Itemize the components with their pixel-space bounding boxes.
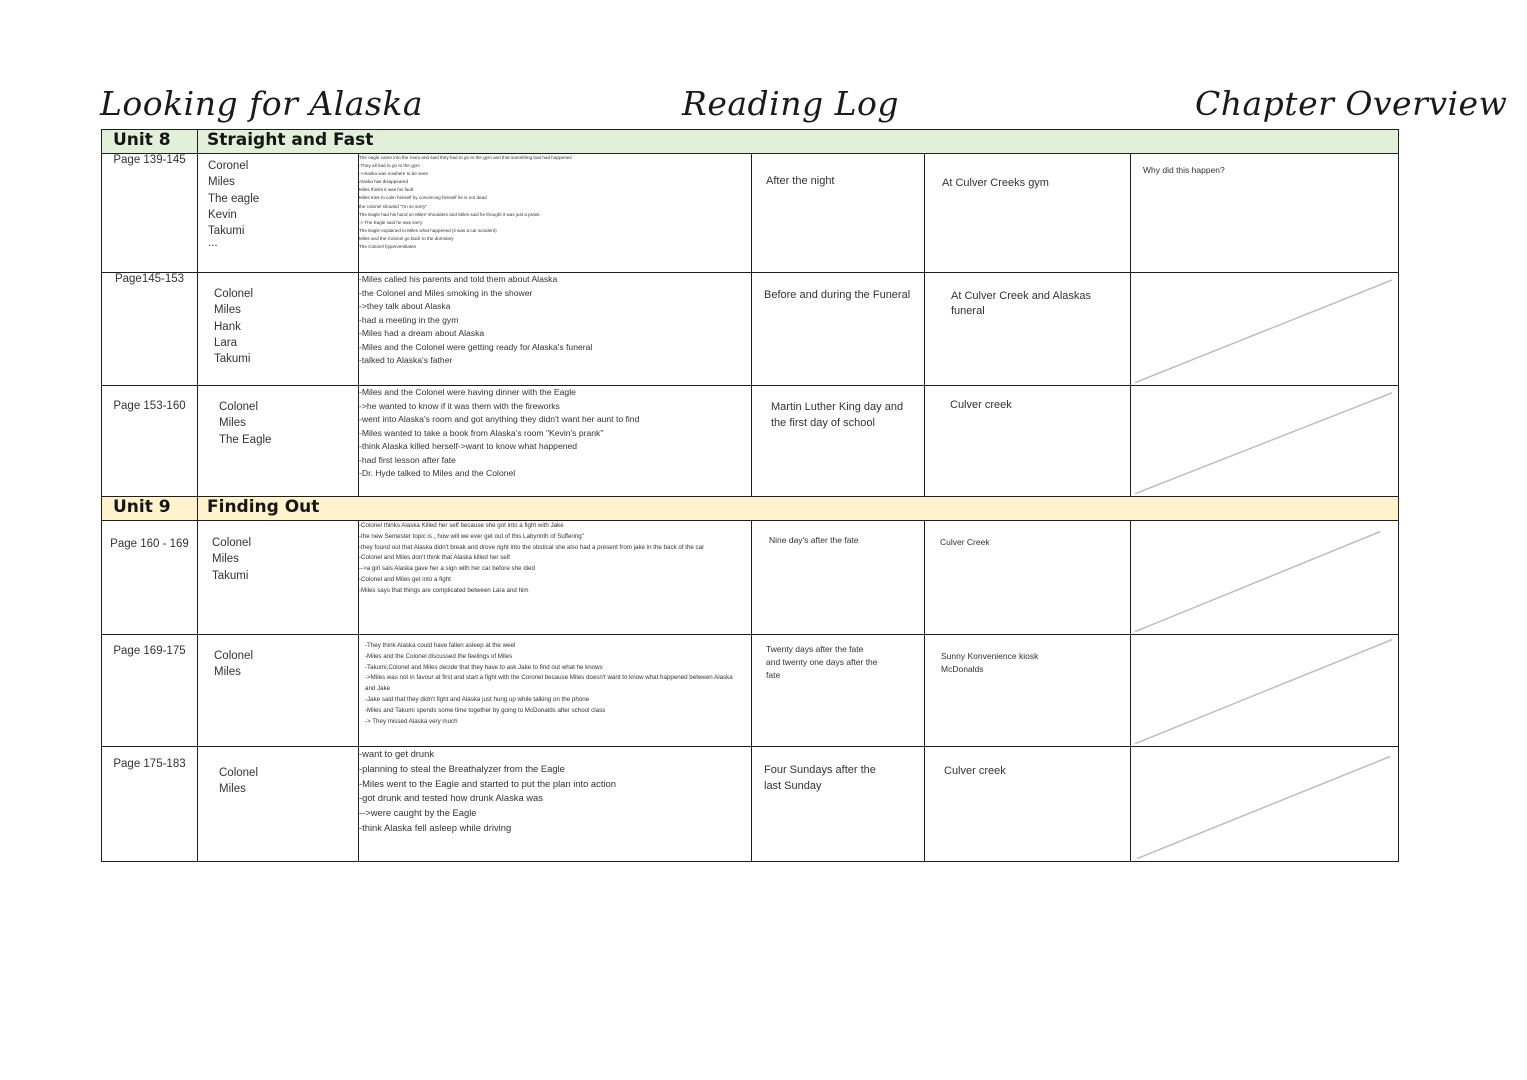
event-item: -went into Alaska's room and got anything they didn't want her aunt to find bbox=[359, 414, 640, 424]
event-item: -Jake said that they didn't fight and Alaska just hung up while talking on the phone bbox=[365, 695, 590, 703]
event-item: -Miles and the Colonel were getting ready for Alaska's funeral bbox=[359, 341, 593, 352]
events-cell bbox=[359, 747, 752, 862]
pages-cell: Page 169-175 bbox=[102, 635, 198, 747]
table-row bbox=[102, 386, 1399, 497]
events-cell bbox=[359, 154, 752, 273]
event-item: Miles tries to calm himself by convincing himself he is not dead bbox=[359, 195, 487, 201]
title-overview: Chapter Overview bbox=[1195, 84, 1508, 123]
event-item: -> The Eagle said he was sorry bbox=[359, 219, 423, 225]
unit-number: Unit 8 bbox=[102, 130, 198, 154]
unit-title: Straight and Fast bbox=[198, 130, 1399, 154]
time-cell: Before and during the Funeral bbox=[752, 273, 925, 386]
place-cell: Culver creek bbox=[925, 747, 1131, 862]
event-item: -had a meeting in the gym bbox=[359, 314, 459, 325]
event-item: -think Alaska fell asleep while driving bbox=[359, 821, 512, 833]
event-item: -Dr. Hyde talked to Miles and the Colonel bbox=[359, 468, 516, 478]
event-item: -Colonel and Miles don't think that Alaska killed her self bbox=[359, 554, 510, 562]
character-name: ... bbox=[208, 237, 218, 250]
event-item: Alaska has disappeared bbox=[359, 179, 409, 185]
event-item: The Eagle explained to Miles what happened (it was a car accident) bbox=[359, 227, 497, 233]
character-name: The eagle bbox=[208, 192, 260, 205]
unit-header bbox=[102, 130, 1399, 154]
event-item: -Colonel thinks Alaska Killed her self because she got into a fight with Jake bbox=[359, 522, 564, 529]
character-name: Miles bbox=[219, 417, 246, 430]
event-item: -Miles and the Colonel were having dinner with the Eagle bbox=[359, 387, 576, 397]
place-cell: At Culver Creeks gym bbox=[925, 154, 1131, 273]
event-item: -->were caught by the Eagle bbox=[359, 807, 477, 819]
event-item: -the new Semester topic is „ how will we ever get out of this Labyrinth of Suffering" bbox=[359, 532, 584, 540]
table-row bbox=[102, 747, 1399, 862]
event-item: -Miles and Takumi spends some time together by going to McDonalds after school class bbox=[365, 706, 606, 714]
place-cell: At Culver Creek and Alaskas funeral bbox=[925, 273, 1131, 386]
event-item: -the Colonel and Miles smoking in the shower bbox=[359, 287, 533, 298]
question-cell-empty bbox=[1131, 521, 1399, 635]
event-item: -Miles had a dream about Alaska bbox=[359, 328, 485, 338]
unit-header bbox=[102, 497, 1399, 521]
events-cell bbox=[359, 386, 752, 497]
characters-cell bbox=[198, 747, 359, 862]
event-item: -had first lesson after fate bbox=[359, 454, 456, 465]
event-item: -->a girl sais Alaska gave her a sign with her car before she died bbox=[359, 565, 535, 573]
title-log: Reading Log bbox=[682, 84, 900, 123]
event-item: -want to get drunk bbox=[359, 748, 435, 759]
character-name: Colonel bbox=[212, 537, 251, 549]
place-cell: Culver Creek bbox=[925, 521, 1131, 635]
characters-cell bbox=[198, 273, 359, 386]
event-item: -> They missed Alaska very much bbox=[365, 717, 458, 725]
events-cell bbox=[359, 635, 752, 747]
event-item: -talked to Alaska's father bbox=[359, 355, 453, 365]
character-name: Miles bbox=[219, 783, 246, 796]
event-item: -Colonel and Miles get into a fight bbox=[359, 575, 451, 583]
event-item: ->Miles was not in favour at first and start a fight with the Coronel because Miles doesn't want to know what happened between Alaska and Jake bbox=[365, 674, 733, 693]
character-name: Miles bbox=[214, 666, 241, 679]
character-name: Miles bbox=[214, 304, 241, 317]
characters-cell bbox=[198, 521, 359, 635]
event-item: The eagle came into the room and said they had to go to the gym and that something bad had happened bbox=[359, 155, 572, 160]
pages-cell: Page 139-145 bbox=[102, 154, 198, 273]
table-row bbox=[102, 521, 1399, 635]
question-cell-empty bbox=[1131, 635, 1399, 747]
question-cell-empty bbox=[1131, 747, 1399, 862]
character-name: Kevin bbox=[208, 208, 237, 221]
character-name: Miles bbox=[208, 176, 235, 189]
event-item: -planning to steal the Breathalyzer from the Eagle bbox=[359, 762, 565, 774]
pages-cell: Page145-153 bbox=[102, 273, 198, 386]
strike-line bbox=[1131, 747, 1398, 861]
events-cell bbox=[359, 521, 752, 635]
events-cell bbox=[359, 273, 752, 386]
event-item: -think Alaska killed herself->want to know what happened bbox=[359, 441, 578, 451]
event-item: The Colonel hyperventilates bbox=[359, 244, 416, 250]
event-item: -got drunk and tested how drunk Alaska was bbox=[359, 792, 543, 804]
event-item: the colonel shouted "I'm so sorry" bbox=[359, 203, 427, 209]
event-item: -Miles and the Colonel discussed the feelings of Miles bbox=[365, 652, 513, 660]
character-name: Colonel bbox=[219, 401, 258, 413]
time-cell: Four Sundays after the last Sunday bbox=[752, 747, 925, 862]
pages-cell: Page 175-183 bbox=[102, 747, 198, 862]
event-item: ->he wanted to know if it was them with the fireworks bbox=[359, 400, 560, 411]
strike-line bbox=[1131, 273, 1398, 385]
event-item: The Eagle had his hand on Miles' shoulders and Miles said he thought it was just a prank bbox=[359, 211, 540, 217]
characters-cell bbox=[198, 154, 359, 273]
character-name: Hank bbox=[214, 320, 241, 333]
event-item: -Miles says that things are complicated between Lara and him bbox=[359, 586, 529, 594]
place-cell: Sunny Konvenience kiosk McDonalds bbox=[925, 635, 1131, 747]
title-book: Looking for Alaska bbox=[100, 84, 424, 123]
place-cell: Culver creek bbox=[925, 386, 1131, 497]
character-name: Takumi bbox=[212, 569, 249, 582]
unit-number: Unit 9 bbox=[102, 497, 198, 521]
event-item: ->Alaska was nowhere to be seen bbox=[359, 171, 429, 177]
strike-line bbox=[1131, 521, 1398, 634]
strike-line bbox=[1131, 386, 1398, 496]
event-item: -they found out that Alaska didn't break and drove right into the obstical she also had a present from jake in the back of the car bbox=[359, 543, 705, 551]
time-cell: Twenty days after the fate and twenty one days after the fate bbox=[752, 635, 925, 747]
event-item: Miles and the Colonel go back to the dormitary bbox=[359, 235, 454, 241]
characters-cell bbox=[198, 635, 359, 747]
character-name: The Eagle bbox=[219, 433, 272, 446]
character-name: Takumi bbox=[214, 353, 251, 366]
event-item: -They all had to go to the gym bbox=[359, 163, 420, 169]
character-name: Miles bbox=[212, 553, 239, 566]
character-name: Colonel bbox=[214, 288, 253, 300]
event-item: Miles thinks it was his fault bbox=[359, 187, 414, 193]
question-cell: Why did this happen? bbox=[1131, 154, 1399, 273]
time-cell: Nine day's after the fate bbox=[752, 521, 925, 635]
unit-title: Finding Out bbox=[198, 497, 1399, 521]
event-item: -Miles went to the Eagle and started to put the plan into action bbox=[359, 777, 616, 789]
table-row bbox=[102, 635, 1399, 747]
strike-line bbox=[1131, 635, 1398, 746]
time-cell: Martin Luther King day and the first day of school bbox=[752, 386, 925, 497]
table-row bbox=[102, 273, 1399, 386]
event-item: -They think Alaska could have fallen asleep at the weel bbox=[365, 642, 516, 649]
pages-cell: Page 153-160 bbox=[102, 386, 198, 497]
character-name: Takumi bbox=[208, 225, 245, 238]
event-item: -Takumi,Colonel and Miles decide that they have to ask Jake to find out what he knows bbox=[365, 663, 603, 671]
table-row bbox=[102, 154, 1399, 273]
event-item: ->they talk about Alaska bbox=[359, 301, 451, 311]
character-name: Colonel bbox=[214, 650, 253, 662]
question-cell-empty bbox=[1131, 273, 1399, 386]
reading-log-table bbox=[101, 129, 1399, 862]
character-name: Lara bbox=[214, 336, 238, 349]
event-item: -Miles called his parents and told them about Alaska bbox=[359, 274, 558, 284]
question-cell-empty bbox=[1131, 386, 1399, 497]
time-cell: After the night bbox=[752, 154, 925, 273]
character-name: Coronel bbox=[208, 160, 249, 172]
pages-cell: Page 160 - 169 bbox=[102, 521, 198, 635]
characters-cell bbox=[198, 386, 359, 497]
event-item: -Miles wanted to take a book from Alaska's room "Kevin's prank" bbox=[359, 427, 604, 438]
character-name: Colonel bbox=[219, 767, 258, 779]
